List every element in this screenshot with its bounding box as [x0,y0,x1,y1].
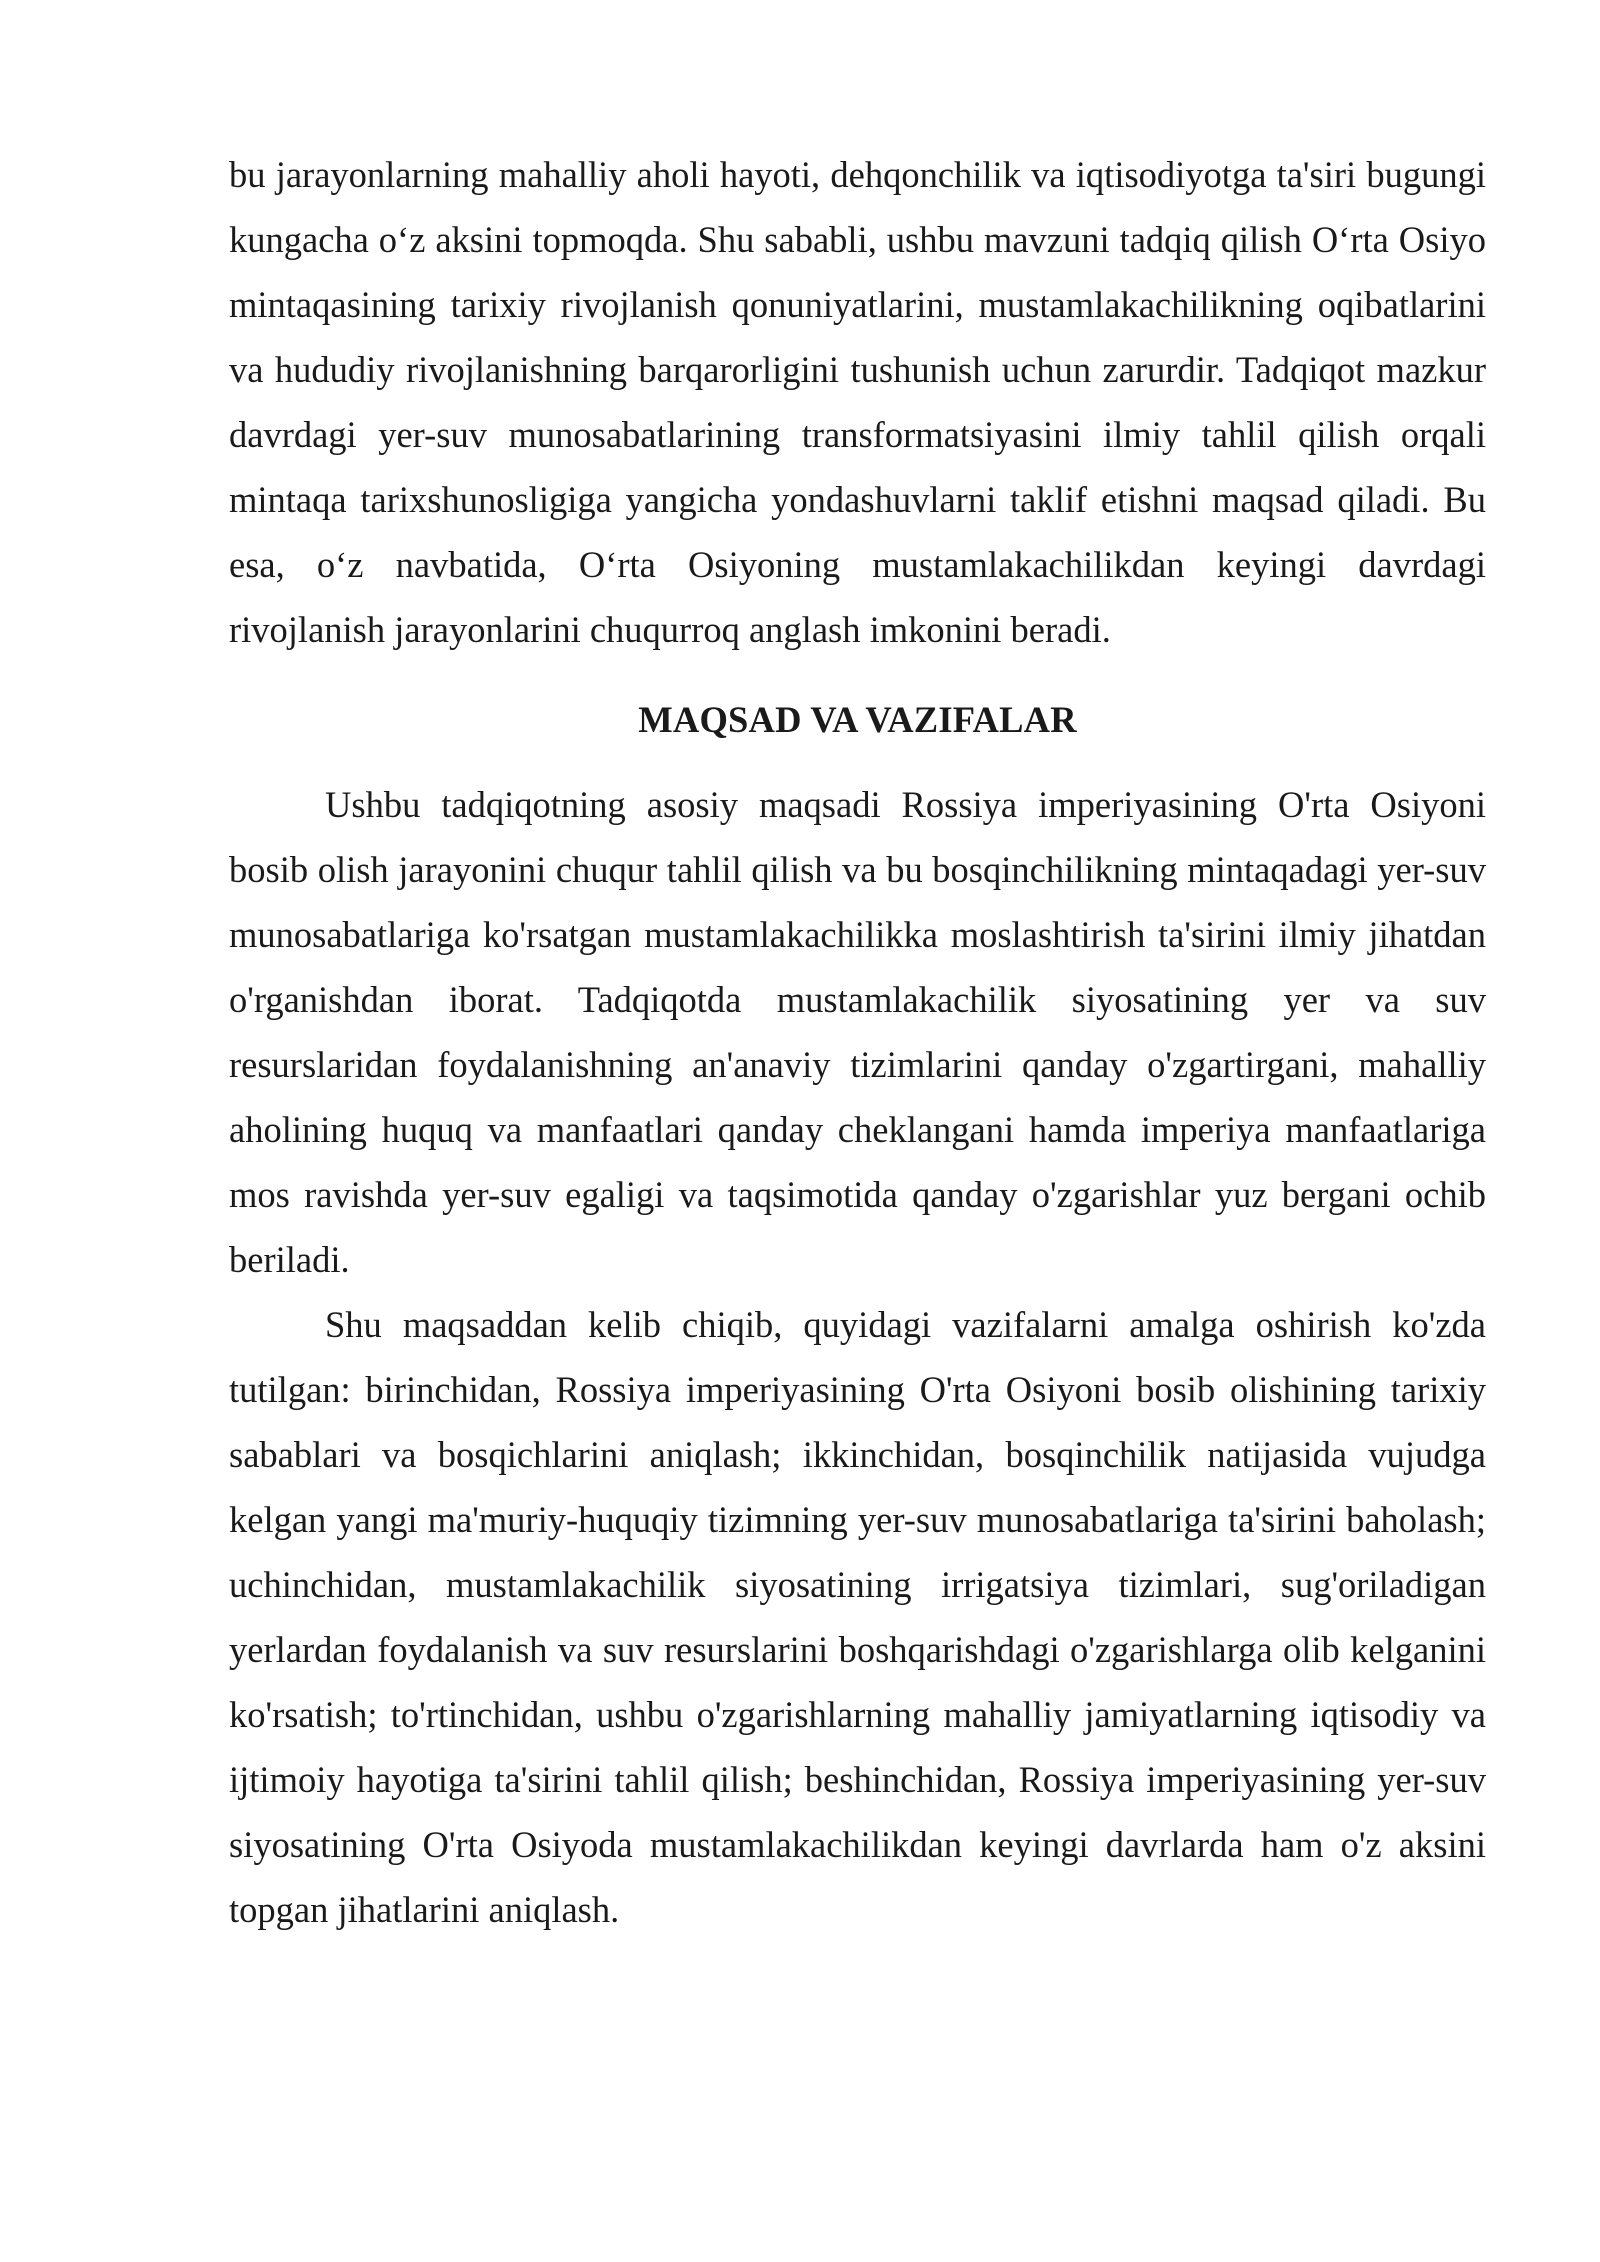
tasks-paragraph: Shu maqsaddan kelib chiqib, quyidagi vazifalarni amalga oshirish ko'zda tutilgan: birinchidan, Rossiya imperiyasining O'rta Osiyoni bosib olishining tarixiy sabablari va bosqichlarini aniqlash; ikkinchidan, bosqinchilik natijasida vujudga kelgan yangi ma'muriy-huquqiy tizimning yer-suv munosabatlariga ta'sirini baholash; uchinchidan, mustamlakachilik siyosatining irrigatsiya tizimlari, sug'oriladigan yerlardan foydalanish va suv resurslarini boshqarishdagi o'zgarishlarga olib kelganini ko'rsatish; to'rtinchidan, ushbu o'zgarishlarning mahalliy jamiyatlarning iqtisodiy va ijtimoiy hayotiga ta'sirini tahlil qilish; beshinchidan, Rossiya imperiyasining yer-suv siyosatining O'rta Osiyoda mustamlakachilikdan keyingi davrlarda ham o'z aksini topgan jihatlarini aniqlash. [229,1304,1486,1930]
page-body [229,142,1486,1942]
section-heading: MAQSAD VA VAZIFALAR [638,699,1077,740]
goal-paragraph: Ushbu tadqiqotning asosiy maqsadi Rossiya imperiyasining O'rta Osiyoni bosib olish jarayonini chuqur tahlil qilish va bu bosqinchilikning mintaqadagi yer-suv munosabatlariga ko'rsatgan mustamlakachilikka moslashtirish ta'sirini ilmiy jihatdan o'rganishdan iborat. Tadqiqotda mustamlakachilik siyosatining yer va suv resurslaridan foydalanishning an'anaviy tizimlarini qanday o'zgartirgani, mahalliy aholining huquq va manfaatlari qanday cheklangani hamda imperiya manfaatlariga mos ravishda yer-suv egaligi va taqsimotida qanday o'zgarishlar yuz bergani ochib beriladi. [229,784,1486,1280]
intro-paragraph: bu jarayonlarning mahalliy aholi hayoti, dehqonchilik va iqtisodiyotga ta'siri bugungi kungacha o‘z aksini topmoqda. Shu sababli, ushbu mavzuni tadqiq qilish O‘rta Osiyo mintaqasining tarixiy rivojlanish qonuniyatlarini, mustamlakachilikning oqibatlarini va hududiy rivojlanishning barqarorligini tushunish uchun zarurdir. Tadqiqot mazkur davrdagi yer-suv munosabatlarining transformatsiyasini ilmiy tahlil qilish orqali mintaqa tarixshunosligiga yangicha yondashuvlarni taklif etishni maqsad qiladi. Bu esa, o‘z navbatida, O‘rta Osiyoning mustamlakachilikdan keyingi davrdagi rivojlanish jarayonlarini chuqurroq anglash imkonini beradi. [229,154,1486,650]
